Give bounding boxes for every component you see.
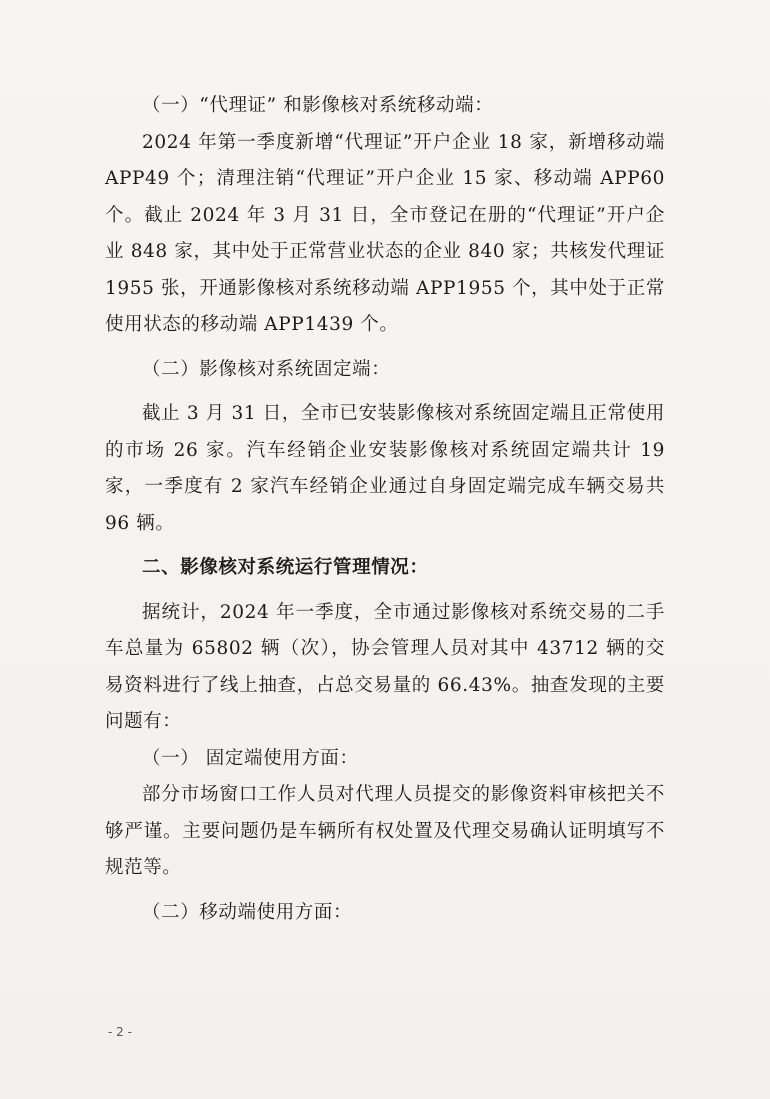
section-heading-fixed-terminal: （二）影像核对系统固定端： — [142, 358, 391, 380]
paragraph-agent-cert: 2024 年第一季度新增“代理证”开户企业 18 家，新增移动端 APP49 个；清理注销“代理证”开户企业 15 家、移动端 APP60 个。截止 2024 年 3 月 31 日，全市登记在册的“代理证”开户企业 848 家，其中处于正常营业状态的企业 840 家；共核发代理证 1955 张，开通影像核对系统移动端 APP1955 个，其中处于正常使用状态的移动端 APP1439 个。 — [105, 131, 665, 335]
paragraph-statistics: 据统计，2024 年一季度，全市通过影像核对系统交易的二手车总量为 65802 辆（次），协会管理人员对其中 43712 辆的交易资料进行了线上抽查，占总交易量的 66.43%。抽查发现的主要问题有： — [105, 601, 665, 732]
document-body — [105, 88, 665, 931]
section-heading-fixed-usage: （一） 固定端使用方面： — [142, 747, 359, 769]
section-heading-mobile-usage: （二）移动端使用方面： — [142, 901, 353, 923]
page-number: - 2 - — [108, 1025, 132, 1039]
main-heading-operation: 二、影像核对系统运行管理情况： — [142, 557, 429, 578]
paragraph-fixed-usage: 部分市场窗口工作人员对代理人员提交的影像资料审核把关不够严谨。主要问题仍是车辆所有权处置及代理交易确认证明填写不规范等。 — [105, 784, 665, 878]
paragraph-fixed-terminal: 截止 3 月 31 日，全市已安装影像核对系统固定端且正常使用的市场 26 家。汽车经销企业安装影像核对系统固定端共计 19 家，一季度有 2 家汽车经销企业通过自身固定端完成车辆交易共 96 辆。 — [105, 403, 665, 534]
section-heading-agent-cert: （一）“代理证” 和影像核对系统移动端： — [142, 95, 494, 116]
